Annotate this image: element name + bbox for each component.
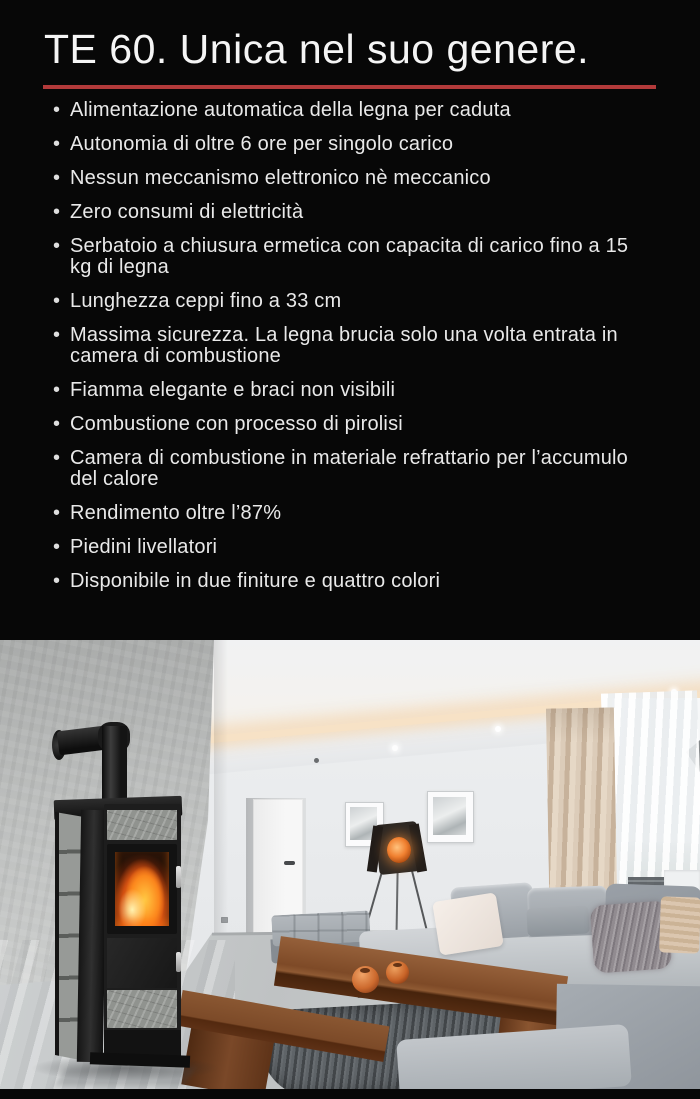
feature-item: • Combustione con processo di pirolisi	[70, 414, 630, 435]
feature-item: • Rendimento oltre l’87%	[70, 503, 630, 524]
white-pillow	[432, 892, 504, 955]
stove-fire-door	[107, 844, 177, 934]
stove-lower-door	[107, 938, 177, 988]
feature-item: • Piedini livellatori	[70, 537, 630, 558]
orange-vase	[386, 961, 409, 984]
gray-lumbar-pillow	[526, 905, 589, 936]
red-divider	[43, 85, 656, 89]
feature-list	[70, 100, 630, 605]
page-title: TE 60. Unica nel suo genere.	[44, 26, 590, 72]
picture-art	[433, 797, 466, 835]
feature-item: • Serbatoio a chiusura ermetica con capacita di carico fino a 15 kg di legna	[70, 236, 630, 278]
feature-item: • Zero consumi di elettricità	[70, 202, 630, 223]
lamp-light	[387, 837, 411, 863]
vase-opening	[360, 968, 370, 973]
feature-item: • Camera di combustione in materiale refrattario per l’accumulo del calore	[70, 448, 630, 490]
orange-vase	[352, 966, 379, 993]
ceiling-spotlight	[314, 758, 319, 763]
wood-stove	[50, 720, 190, 1072]
stove-front-stone-panel	[107, 810, 177, 840]
living-room-photo	[0, 640, 700, 1089]
feature-item: • Disponibile in due finiture e quattro colori	[70, 571, 630, 592]
feature-item: • Autonomia di oltre 6 ore per singolo carico	[70, 134, 630, 155]
fire-window-flames	[115, 852, 169, 926]
stove-door-handle	[176, 866, 181, 888]
ceiling-spotlight	[495, 726, 501, 732]
door-handle	[284, 861, 295, 865]
beige-knit-pillow	[659, 896, 700, 953]
feature-item: • Alimentazione automatica della legna per caduta	[70, 100, 630, 121]
wall-corner-shadow	[214, 640, 228, 940]
vase-opening	[393, 963, 402, 967]
feature-item: • Fiamma elegante e braci non visibili	[70, 380, 630, 401]
wall-picture	[427, 791, 474, 843]
feature-item: • Lunghezza ceppi fino a 33 cm	[70, 291, 630, 312]
stove-plinth	[90, 1052, 190, 1067]
stove-metal-frame	[77, 810, 107, 1062]
stove-front-stone-panel	[107, 990, 177, 1028]
feature-item: • Massima sicurezza. La legna brucia solo una volta entrata in camera di combustione	[70, 325, 630, 367]
feature-item: • Nessun meccanismo elettronico nè meccanico	[70, 168, 630, 189]
stove-front	[104, 804, 181, 1060]
stove-door-handle	[176, 952, 181, 972]
ceiling-spotlight	[392, 745, 398, 751]
